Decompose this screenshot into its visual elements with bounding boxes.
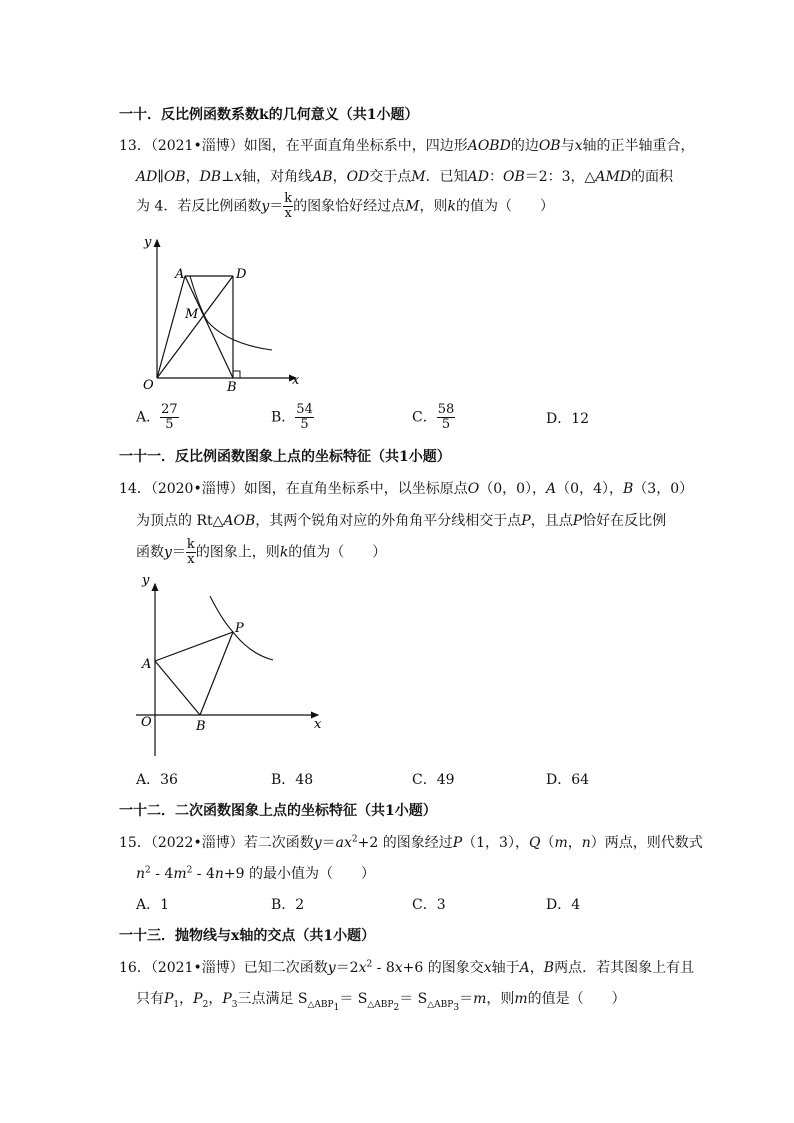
section-heading-13: 一十三．抛物线与x轴的交点（共1小题）: [119, 928, 376, 944]
fraction-k-over-x: $\frac{k}{x}$: [284, 191, 293, 221]
segment-bp: [200, 632, 233, 715]
option-b[interactable]: B．2: [271, 897, 305, 913]
question-16-line-2: 只有$P_1$，$P_2$，$P_3$三点满足 $S_{\triangle ABP_1}= S_{\triangle ABP_2}= S_{\triangle ABP_3}=m$，则m的值是（ ）: [136, 991, 626, 1013]
question-13-figure: [130, 232, 320, 400]
label-o: O: [141, 715, 152, 730]
label-y: y: [144, 235, 152, 250]
label-p: P: [235, 621, 244, 636]
label-y: y: [142, 574, 150, 588]
area-term-3: $S_{\triangle ABP_3}$: [417, 991, 460, 1013]
label-x: x: [314, 717, 322, 732]
question-13-line-2: AD∥OB，DB⊥x轴，对角线AB，OD交于点M．已知AD：OB＝2：3，△AMD的面积: [136, 169, 673, 185]
segment-ap: [155, 632, 233, 661]
question-number: 15．: [119, 835, 151, 851]
label-m: M: [185, 307, 199, 322]
option-b[interactable]: B．48: [271, 772, 314, 788]
option-d[interactable]: D．64: [546, 772, 590, 788]
label-a: A: [175, 267, 185, 282]
option-d[interactable]: D．12: [546, 411, 590, 427]
label-d: D: [236, 267, 247, 282]
option-b[interactable]: B． $\frac{54}{5}$: [271, 402, 313, 432]
question-14-figure: [130, 574, 330, 760]
question-14-line-3: 函数y＝ $\frac{k}{x}$ 的图象上，则k的值为（ ）: [136, 537, 387, 567]
section-heading-10: 一十．反比例函数系数k的几何意义（共1小题）: [119, 107, 419, 123]
area-term-1: $S_{\triangle ABP_1}$: [297, 991, 340, 1013]
question-13-line-1: 13．（2021•淄博）如图，在平面直角坐标系中，四边形AOBD的边OB与x轴的正半轴重合，: [119, 138, 695, 154]
label-a: A: [142, 657, 152, 672]
right-angle-mark: [233, 371, 240, 378]
question-number: 13．: [119, 138, 151, 154]
segment-ab: [155, 661, 200, 715]
question-16-line-1: 16．（2021•淄博）已知二次函数$y=2x^2 - 8x+6$ 的图象交x轴于A，B两点．若其图象上有且: [119, 959, 695, 976]
question-14-line-2: 为顶点的 Rt△AOB，其两个锐角对应的外角角平分线相交于点P，且点P恰好在反比例: [136, 513, 667, 529]
question-number: 16．: [119, 960, 151, 976]
fraction-k-over-x: $\frac{k}{x}$: [186, 537, 195, 567]
option-c[interactable]: C．49: [412, 772, 455, 788]
label-b: B: [227, 380, 237, 395]
question-source: （2021•淄博）: [150, 138, 244, 154]
question-13-line-3: 为 4．若反比例函数y＝ $\frac{k}{x}$ 的图象恰好经过点M，则k的值为（ ）: [136, 191, 554, 221]
option-c[interactable]: C．3: [412, 897, 446, 913]
question-source: （2020•淄博）: [150, 481, 244, 497]
option-c[interactable]: C． $\frac{58}{5}$: [412, 402, 455, 432]
label-b: B: [196, 719, 206, 734]
question-15-line-2: $n^2 - 4m^2 - 4n+9$ 的最小值为（ ）: [136, 865, 375, 882]
label-o: O: [143, 378, 154, 393]
question-14-line-1: 14．（2020•淄博）如图，在直角坐标系中，以坐标原点O（0，0），A（0，4），B（3，0）: [119, 481, 694, 497]
label-x: x: [292, 373, 300, 388]
option-a[interactable]: A．1: [136, 897, 170, 913]
question-source: （2021•淄博）: [150, 960, 244, 976]
question-source: （2022•淄博）: [150, 835, 244, 851]
option-d[interactable]: D．4: [546, 897, 581, 913]
section-heading-11: 一十一．反比例函数图象上点的坐标特征（共1小题）: [119, 449, 451, 465]
area-term-2: $S_{\triangle ABP_2}$: [357, 991, 400, 1013]
question-number: 14．: [119, 481, 151, 497]
option-a[interactable]: A． $\frac{27}{5}$: [136, 402, 178, 432]
diagonal-ab: [185, 276, 233, 378]
option-a[interactable]: A．36: [136, 772, 178, 788]
segment-oa: [157, 276, 185, 378]
section-heading-12: 一十二．二次函数图象上点的坐标特征（共1小题）: [119, 803, 437, 819]
question-15-line-1: 15．（2022•淄博）若二次函数$y=ax^2+2$ 的图象经过P（1，3），Q（m，n）两点，则代数式: [119, 834, 703, 851]
